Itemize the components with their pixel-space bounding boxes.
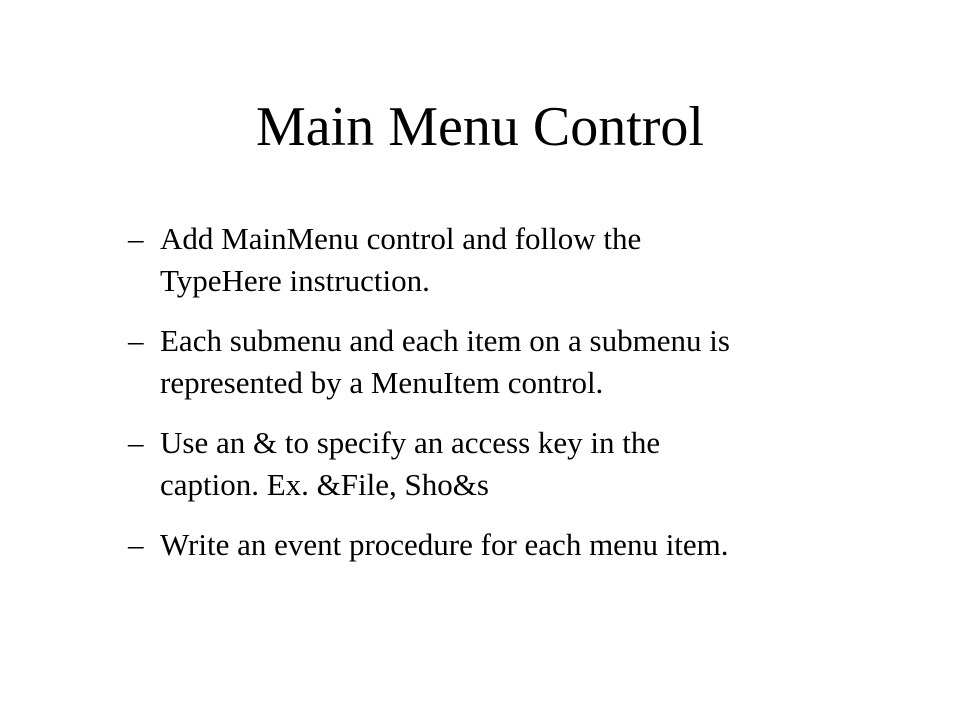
bullet-text-line: represented by a MenuItem control.	[160, 365, 604, 400]
bullet-text-line: Add MainMenu control and follow the	[160, 221, 642, 256]
bullet-text-line: TypeHere instruction.	[160, 263, 430, 298]
bullet-dash: –	[128, 527, 144, 562]
bullet-text-line: Write an event procedure for each menu item.	[160, 527, 729, 562]
bullet-item	[128, 218, 888, 302]
bullet-text-line: caption. Ex. &File, Sho&s	[160, 467, 489, 502]
bullet-item	[128, 320, 888, 404]
bullet-item	[128, 422, 888, 506]
bullet-dash: –	[128, 323, 144, 358]
bullet-list	[128, 218, 888, 584]
bullet-dash: –	[128, 425, 144, 460]
bullet-text-line: Use an & to specify an access key in the	[160, 425, 661, 460]
bullet-item	[128, 524, 888, 566]
bullet-dash: –	[128, 221, 144, 256]
bullet-text-line: Each submenu and each item on a submenu is	[160, 323, 730, 358]
slide-title: Main Menu Control	[256, 96, 704, 158]
